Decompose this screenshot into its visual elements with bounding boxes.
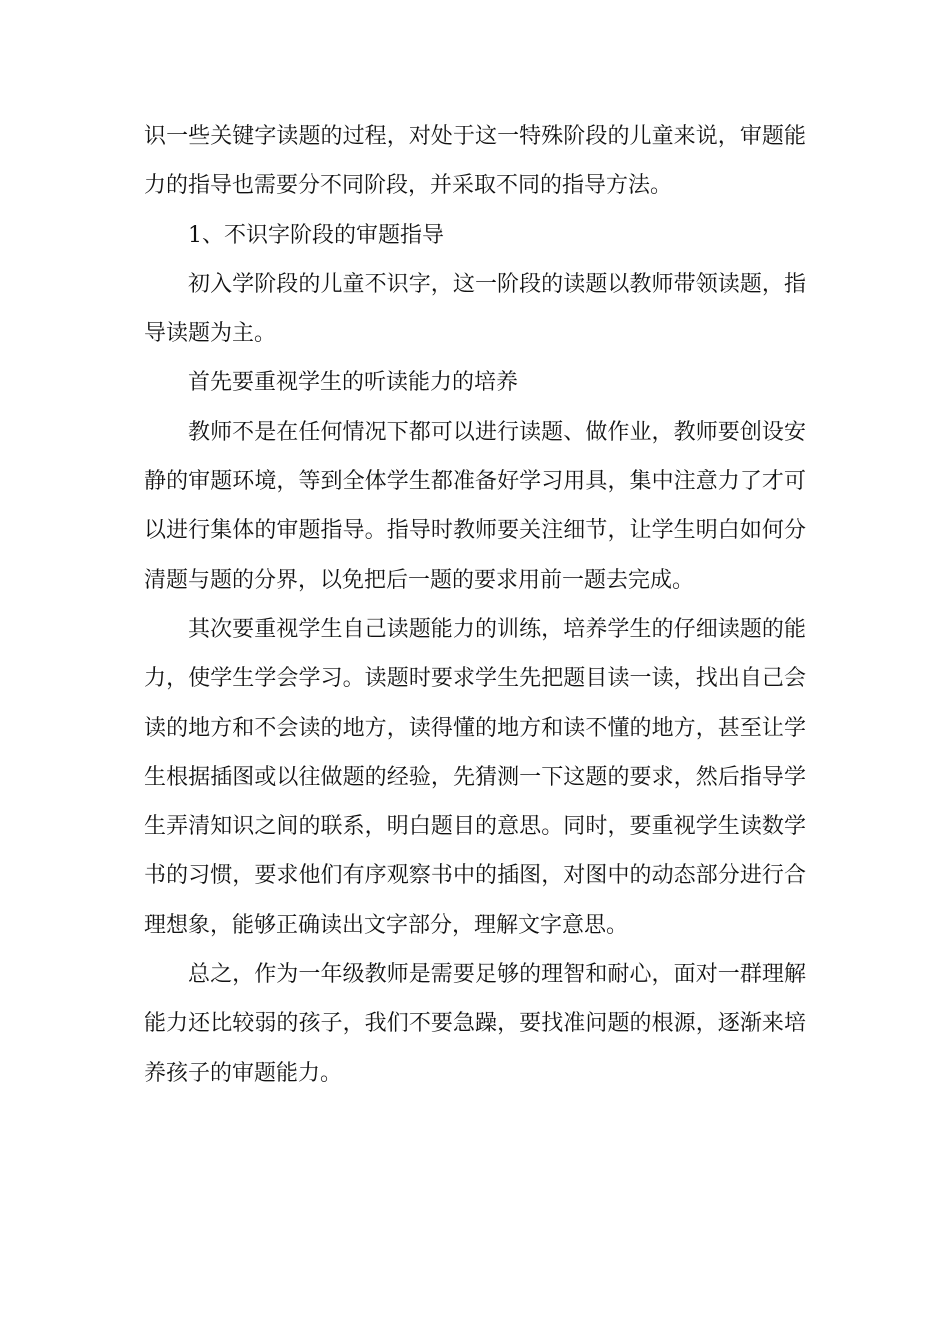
- subheading: 首先要重视学生的听读能力的培养: [188, 370, 519, 396]
- section-heading: 1、不识字阶段的审题指导: [188, 222, 444, 248]
- document-page: [144, 112, 806, 1098]
- paragraph: 初入学阶段的儿童不识字，这一阶段的读题以教师带领读题，指导读题为主。: [144, 271, 806, 347]
- paragraph: 教师不是在任何情况下都可以进行读题、做作业，教师要创设安静的审题环境，等到全体学生都准备好学习用具，集中注意力了才可以进行集体的审题指导。指导时教师要关注细节，让学生明白如何分清题与题的分界，以免把后一题的要求用前一题去完成。: [144, 419, 806, 593]
- paragraph-conclusion: 总之，作为一年级教师是需要足够的理智和耐心，面对一群理解能力还比较弱的孩子，我们不要急躁，要找准问题的根源，逐渐来培养孩子的审题能力。: [144, 962, 806, 1086]
- paragraph: 其次要重视学生自己读题能力的训练，培养学生的仔细读题的能力，使学生学会学习。读题时要求学生先把题目读一读，找出自己会读的地方和不会读的地方，读得懂的地方和读不懂的地方，甚至让学生根据插图或以往做题的经验，先猜测一下这题的要求，然后指导学生弄清知识之间的联系，明白题目的意思。同时，要重视学生读数学书的习惯，要求他们有序观察书中的插图，对图中的动态部分进行合理想象，能够正确读出文字部分，理解文字意思。: [144, 616, 806, 938]
- paragraph-continuation: 识一些关键字读题的过程，对处于这一特殊阶段的儿童来说，审题能力的指导也需要分不同阶段，并采取不同的指导方法。: [144, 124, 806, 199]
